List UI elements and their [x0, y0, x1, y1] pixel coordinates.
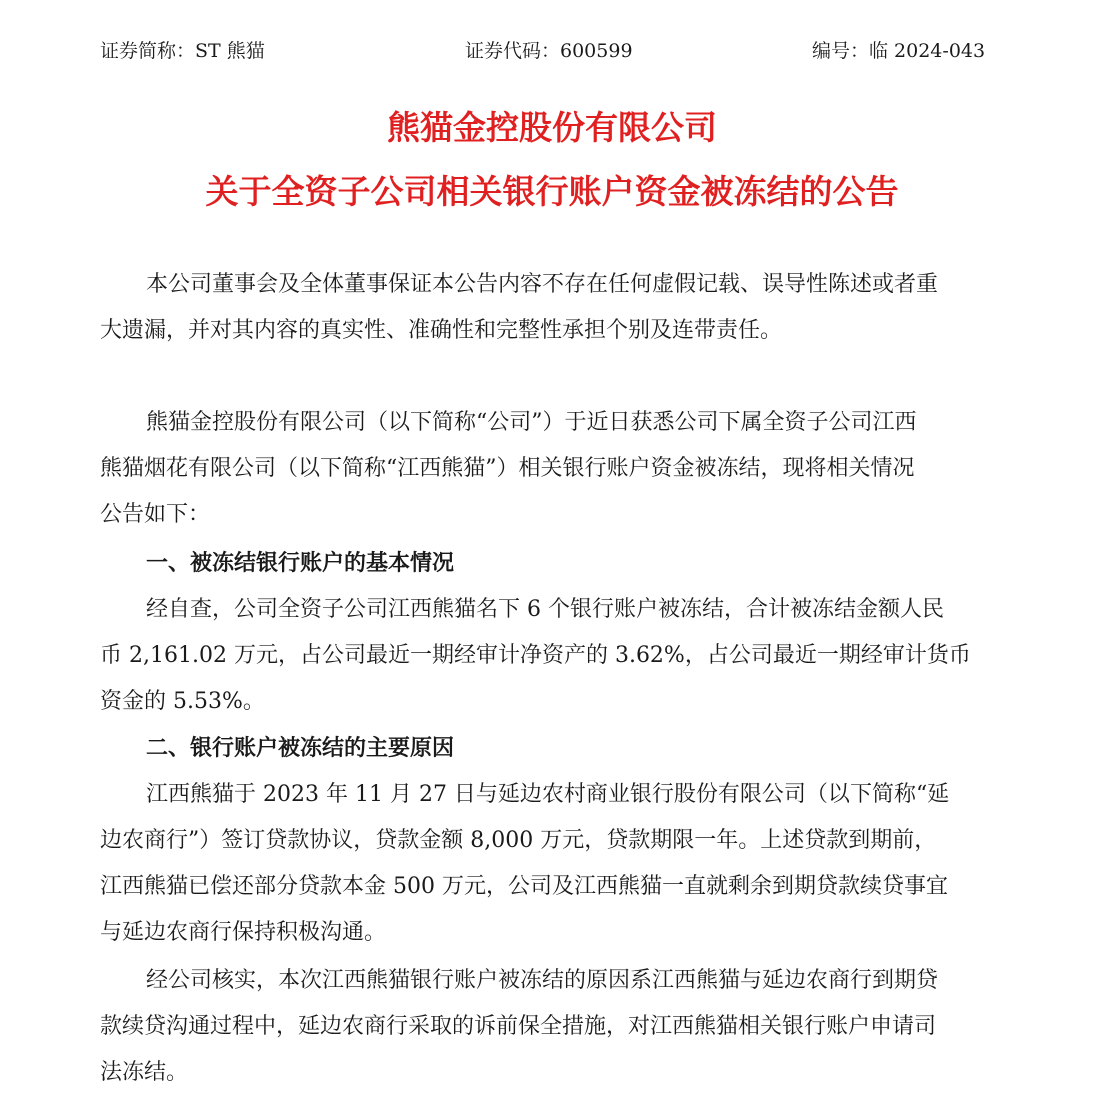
section2-line: 江西熊猫已偿还部分贷款本金 500 万元，公司及江西熊猫一直就剩余到期贷款续贷事宜 [100, 874, 948, 899]
section1-paragraph [100, 587, 1000, 725]
section2-line: 法冻结。 [100, 1060, 189, 1085]
company-title: 熊猫金控股份有限公司 [387, 108, 717, 147]
section2-line: 边农商行”）签订贷款协议，贷款金额 8,000 万元，贷款期限一年。上述贷款到期前， [100, 828, 937, 853]
intro-paragraph [100, 400, 1000, 538]
notice-number: 编号：临 2024-043 [812, 40, 986, 62]
section1-line: 币 2,161.02 万元，占公司最近一期经审计净资产的 3.62%，占公司最近一期经审计货币 [100, 643, 971, 668]
section1-line: 经自查，公司全资子公司江西熊猫名下 6 个银行账户被冻结，合计被冻结金额人民 [146, 597, 944, 622]
disclaimer-line: 大遗漏，并对其内容的真实性、准确性和完整性承担个别及连带责任。 [100, 318, 783, 343]
disclaimer-paragraph [100, 262, 1000, 354]
intro-line: 熊猫金控股份有限公司（以下简称“公司”）于近日获悉公司下属全资子公司江西 [146, 410, 917, 435]
intro-line: 公告如下： [100, 502, 211, 527]
section2-paragraph-1 [100, 772, 1000, 956]
security-short-name: 证券简称：ST 熊猫 [100, 40, 265, 62]
section1-line: 资金的 5.53%。 [100, 689, 265, 714]
section2-line: 江西熊猫于 2023 年 11 月 27 日与延边农村商业银行股份有限公司（以下简称“延 [146, 782, 950, 807]
document-header [0, 36, 1104, 66]
intro-line: 熊猫烟花有限公司（以下简称“江西熊猫”）相关银行账户资金被冻结，现将相关情况 [100, 456, 915, 481]
disclaimer-line: 本公司董事会及全体董事保证本公告内容不存在任何虚假记载、误导性陈述或者重 [146, 272, 939, 297]
section2-paragraph-2 [100, 958, 1000, 1096]
announcement-title: 关于全资子公司相关银行账户资金被冻结的公告 [205, 172, 899, 211]
section2-line: 与延边农商行保持积极沟通。 [100, 920, 387, 945]
section2-line: 款续贷沟通过程中，延边农商行采取的诉前保全措施，对江西熊猫相关银行账户申请司 [100, 1014, 937, 1039]
section-heading-1: 一、被冻结银行账户的基本情况 [146, 551, 455, 576]
section2-line: 经公司核实，本次江西熊猫银行账户被冻结的原因系江西熊猫与延边农商行到期贷 [146, 968, 939, 993]
security-code: 证券代码：600599 [465, 40, 633, 62]
section-heading-2: 二、银行账户被冻结的主要原因 [146, 736, 455, 761]
